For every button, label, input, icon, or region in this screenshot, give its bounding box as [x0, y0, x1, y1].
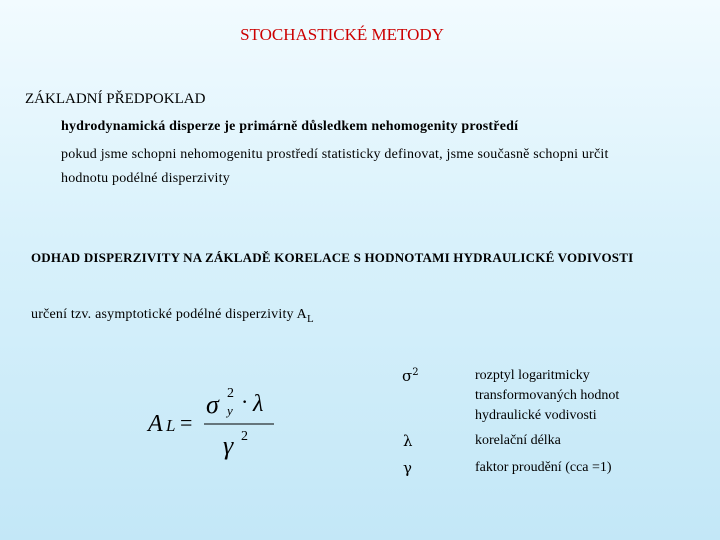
asymptotic-dispersivity-text	[31, 307, 314, 325]
formula-lhs-a: A	[148, 411, 163, 437]
legend-symbol-lambda: λ	[403, 432, 413, 450]
formula-sigma-sub: y	[227, 403, 233, 418]
legend-desc-lambda: korelační délka	[475, 433, 561, 448]
paragraph-line-2: hodnotu podélné disperzivity	[61, 171, 230, 186]
formula-lhs-sub: L	[166, 416, 176, 435]
legend-desc-gamma: faktor proudění (cca =1)	[475, 460, 612, 475]
sigma-sup: 2	[412, 367, 419, 378]
slide-title: STOCHASTICKÉ METODY	[240, 25, 444, 44]
legend-desc-sigma	[475, 366, 619, 426]
formula-sigma-sup: 2	[227, 386, 234, 401]
legend-symbol-gamma: γ	[403, 459, 412, 477]
paragraph-line-1: pokud jsme schopni nehomogenitu prostředí statisticky definovat, jsme současně schopni určit	[61, 147, 609, 162]
bold-statement: hydrodynamická disperze je primárně důsledkem nehomogenity prostředí	[61, 119, 519, 134]
estimate-heading: ODHAD DISPERZIVITY NA ZÁKLADĚ KORELACE S HODNOTAMI HYDRAULICKÉ VODIVOSTI	[31, 250, 634, 265]
asymptotic-subscript: L	[306, 312, 314, 325]
dispersivity-formula	[140, 370, 290, 470]
legend-desc-sigma-line1: rozptyl logaritmicky	[475, 368, 590, 383]
formula-lambda: λ	[253, 391, 264, 417]
formula-sigma: σ	[206, 390, 219, 419]
legend-symbol-sigma	[402, 367, 419, 385]
formula-gamma-sup: 2	[241, 429, 248, 444]
formula-dot: ·	[241, 389, 249, 414]
premise-heading: ZÁKLADNÍ PŘEDPOKLAD	[25, 91, 206, 107]
formula-equals: =	[180, 410, 193, 435]
sigma-symbol: σ	[402, 367, 413, 385]
legend-desc-sigma-line3: hydraulické vodivosti	[475, 408, 597, 423]
formula-gamma: γ	[223, 431, 234, 460]
formula-svg	[140, 370, 290, 470]
legend-desc-sigma-line2: transformovaných hodnot	[475, 388, 620, 403]
asymptotic-text: určení tzv. asymptotické podélné disperzivity A	[31, 307, 307, 322]
